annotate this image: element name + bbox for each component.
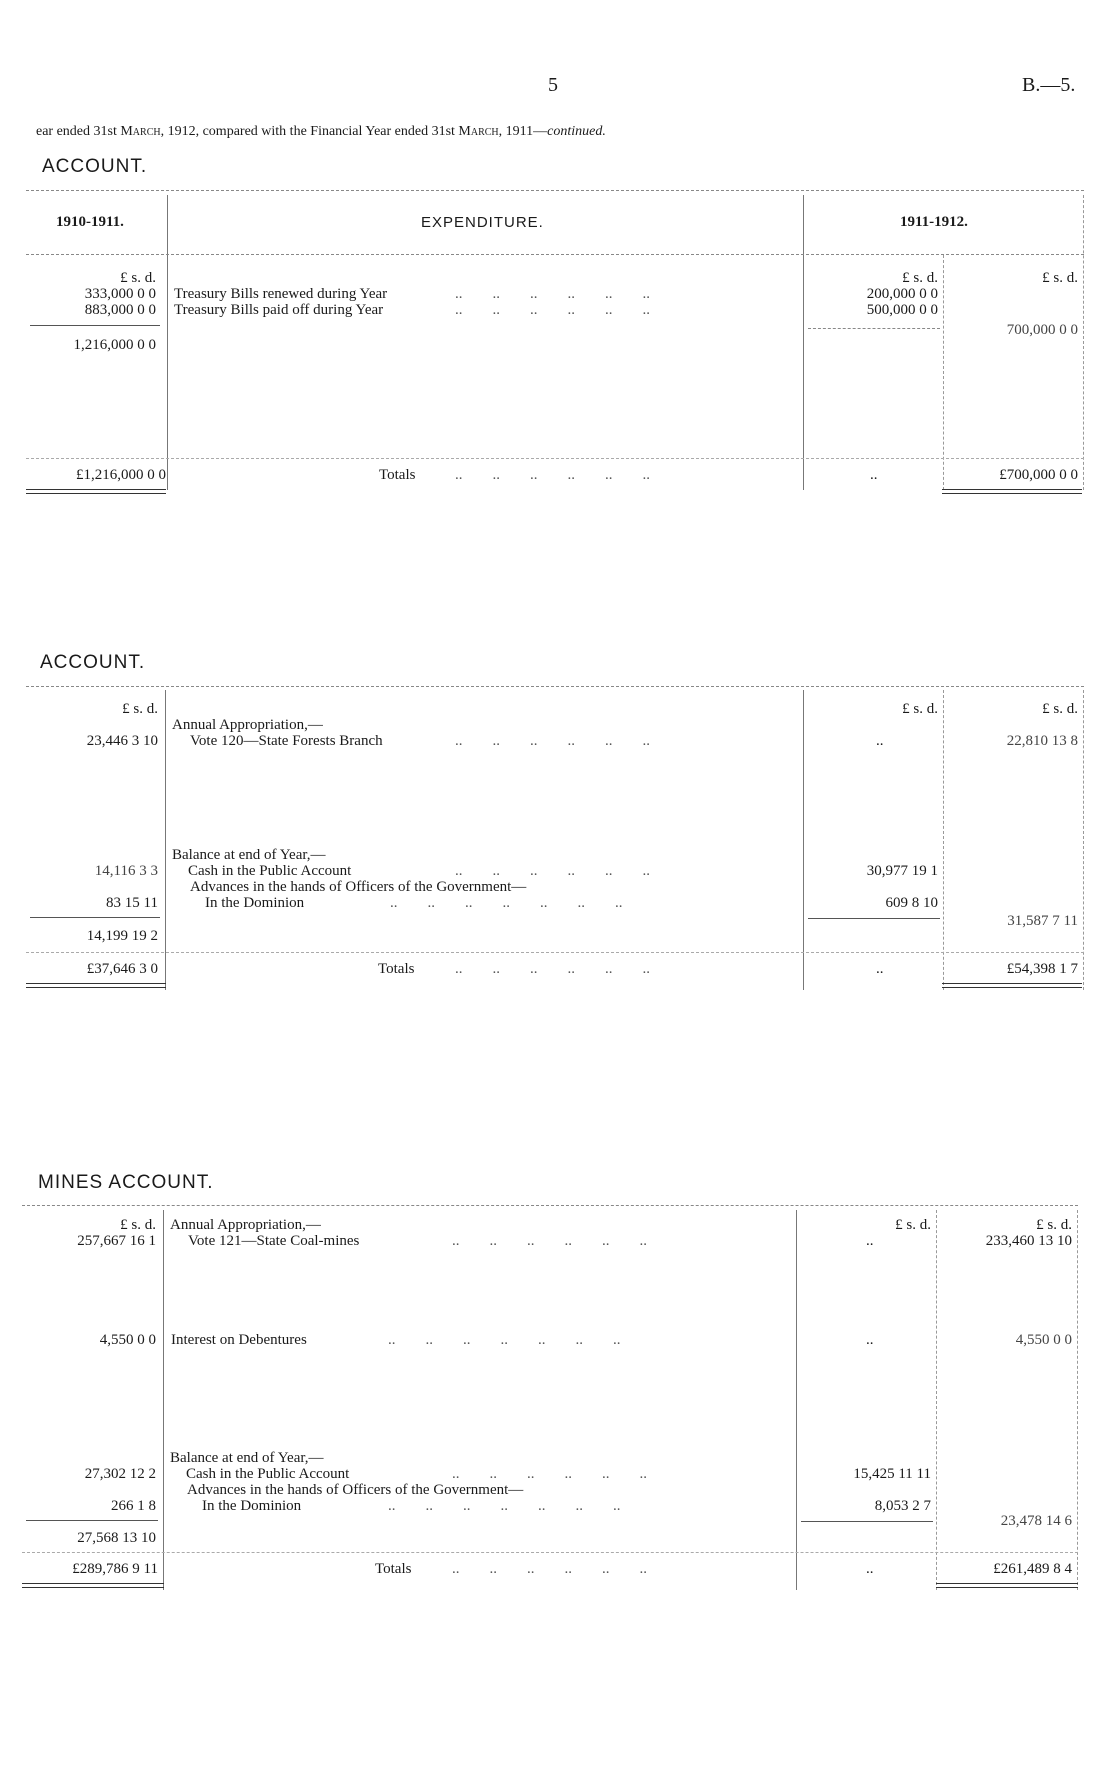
subtitle-middle: , 1912, compared with the Financial Year ended 31st	[160, 124, 459, 139]
amount-curr-year-sub: 8,053 2 7	[874, 1498, 931, 1514]
amount-prev-year: 83 15 11	[106, 895, 158, 911]
units-label: £ s. d.	[895, 1217, 931, 1233]
amount-curr-year-sub: 30,977 19 1	[866, 863, 938, 879]
group-heading: Annual Appropriation,—	[172, 717, 323, 733]
amount-curr-year: 22,810 13 8	[1006, 733, 1078, 749]
dot-leader: .. .. .. .. .. ..	[452, 1561, 647, 1577]
units-label: £ s. d.	[1036, 1217, 1072, 1233]
balance-prev-year: 14,199 19 2	[86, 928, 158, 944]
group-heading: Balance at end of Year,—	[172, 847, 326, 863]
total-curr-year-sub: ..	[870, 467, 878, 483]
total-curr-year: £700,000 0 0	[999, 467, 1078, 483]
line-item-label: Vote 120—State Forests Branch	[190, 733, 383, 749]
totals-label: Totals	[378, 961, 415, 977]
line-item-label: Treasury Bills renewed during Year	[174, 286, 388, 302]
dot-leader: .. .. .. .. .. ..	[455, 286, 650, 302]
total-curr-year: £261,489 8 4	[993, 1561, 1072, 1577]
amount-prev-year: 4,550 0 0	[99, 1332, 156, 1348]
amount-curr-year: 500,000 0 0	[866, 302, 938, 318]
amount-prev-year: 14,116 3 3	[94, 863, 158, 879]
total-prev-year: £1,216,000 0 0	[76, 467, 166, 483]
amount-curr-year-sub: ..	[866, 1233, 874, 1249]
subtitle-year: , 1911—	[498, 124, 548, 139]
total-curr-year: £54,398 1 7	[1006, 961, 1078, 977]
dot-leader: .. .. .. .. .. ..	[452, 1233, 647, 1249]
amount-curr-year-sub: ..	[866, 1332, 874, 1348]
line-item-label: Treasury Bills paid off during Year	[174, 302, 384, 318]
line-item-label: In the Dominion	[205, 895, 305, 911]
amount-curr-year-sub: 609 8 10	[885, 895, 938, 911]
units-label: £ s. d.	[1042, 701, 1078, 717]
subtotal-prev-year: 1,216,000 0 0	[73, 337, 156, 353]
subtitle-month: March	[458, 124, 499, 139]
dot-leader: .. .. .. .. .. .. ..	[388, 1332, 621, 1348]
units-label: £ s. d.	[120, 270, 156, 286]
amount-prev-year: 257,667 16 1	[77, 1233, 156, 1249]
dot-leader: .. .. .. .. .. ..	[455, 863, 650, 879]
dot-leader: .. .. .. .. .. .. ..	[390, 895, 623, 911]
subtitle-prefix: ear ended 31st	[36, 124, 121, 139]
dot-leader: .. .. .. .. .. ..	[452, 1466, 647, 1482]
units-label: £ s. d.	[1042, 270, 1078, 286]
dot-leader: .. .. .. .. .. ..	[455, 733, 650, 749]
line-item-label: Cash in the Public Account	[188, 863, 352, 879]
page-number: 5	[548, 74, 558, 96]
dot-leader: .. .. .. .. .. .. ..	[388, 1498, 621, 1514]
balance-prev-year: 27,568 13 10	[77, 1530, 156, 1546]
total-prev-year: £37,646 3 0	[86, 961, 158, 977]
line-item-label: Cash in the Public Account	[186, 1466, 350, 1482]
units-label: £ s. d.	[120, 1217, 156, 1233]
amount-curr-year-sub: ..	[876, 733, 884, 749]
column-header-prev-year: 1910-1911.	[56, 214, 124, 230]
line-item-label: Interest on Debentures	[171, 1332, 307, 1348]
total-curr-year-sub: ..	[876, 961, 884, 977]
amount-prev-year: 883,000 0 0	[84, 302, 156, 318]
page-subtitle	[36, 124, 606, 140]
group-heading: Advances in the hands of Officers of the Government—	[190, 879, 527, 895]
amount-curr-year-sub: 15,425 11 11	[853, 1466, 931, 1482]
dot-leader: .. .. .. .. .. ..	[455, 467, 650, 483]
subtitle-month: March	[120, 124, 161, 139]
column-header-curr-year: 1911-1912.	[900, 214, 968, 230]
total-curr-year-sub: ..	[866, 1561, 874, 1577]
totals-label: Totals	[379, 467, 416, 483]
amount-prev-year: 23,446 3 10	[86, 733, 158, 749]
group-heading: Annual Appropriation,—	[170, 1217, 321, 1233]
totals-label: Totals	[375, 1561, 412, 1577]
column-header-expenditure: EXPENDITURE.	[421, 214, 544, 231]
balance-curr-year: 23,478 14 6	[1000, 1513, 1072, 1529]
document-reference: B.—5.	[1022, 74, 1076, 96]
section-title: ACCOUNT.	[42, 156, 148, 177]
units-label: £ s. d.	[902, 270, 938, 286]
section-title: ACCOUNT.	[40, 652, 146, 673]
group-heading: Advances in the hands of Officers of the Government—	[187, 1482, 524, 1498]
total-prev-year: £289,786 9 11	[72, 1561, 158, 1577]
amount-prev-year: 333,000 0 0	[84, 286, 156, 302]
dot-leader: .. .. .. .. .. ..	[455, 961, 650, 977]
line-item-label: Vote 121—State Coal-mines	[188, 1233, 360, 1249]
amount-prev-year: 27,302 12 2	[84, 1466, 156, 1482]
subtitle-continued: continued.	[547, 124, 606, 139]
units-label: £ s. d.	[902, 701, 938, 717]
amount-curr-year: 233,460 13 10	[985, 1233, 1072, 1249]
balance-curr-year: 31,587 7 11	[1007, 913, 1078, 929]
section-title: MINES ACCOUNT.	[38, 1172, 214, 1193]
amount-prev-year: 266 1 8	[111, 1498, 156, 1514]
group-heading: Balance at end of Year,—	[170, 1450, 324, 1466]
subtotal-curr-year: 700,000 0 0	[1006, 322, 1078, 338]
line-item-label: In the Dominion	[202, 1498, 302, 1514]
dot-leader: .. .. .. .. .. ..	[455, 302, 650, 318]
amount-curr-year: 4,550 0 0	[1015, 1332, 1072, 1348]
units-label: £ s. d.	[122, 701, 158, 717]
amount-curr-year: 200,000 0 0	[866, 286, 938, 302]
